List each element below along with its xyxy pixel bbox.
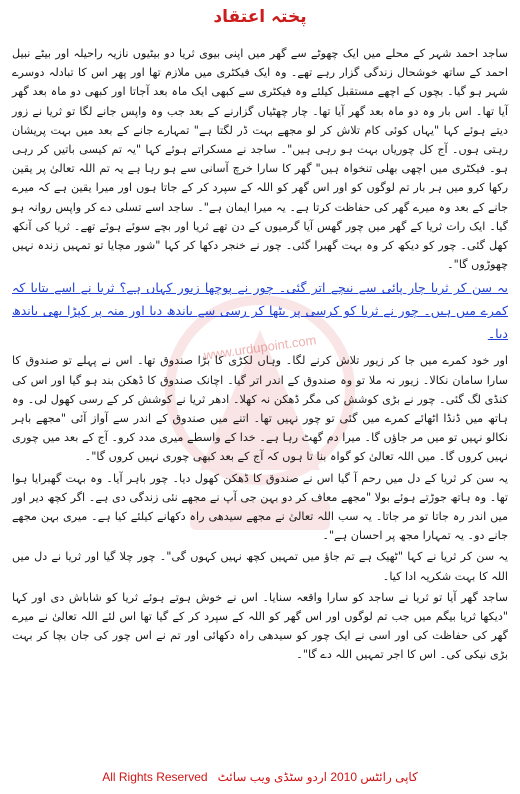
- story-paragraph: یہ سن کر ثریا کے دل میں رحم آ گیا اس نے صندوق کا ڈھکن کھول دیا۔ چور باہر آیا۔ وہ بہت گھبرایا ہوا تھا۔ وہ ہاتھ جوڑتے ہوئے بولا "مجھے معاف کر دو بہن جی آپ نے مجھے نئی زندگی دی ہے۔ اگر کچھ دیر اور میں اندر رہ جاتا تو مر جاتا۔ یہ سب اللہ تعالیٰ نے مجھے سیدھی راہ دکھانے کیلئے کیا ہے۔ میری بہن مجھے جانے دو۔ یہ تمہارا مجھ پر احسان ہے"۔: [12, 471, 508, 543]
- copyright-urdu: کاپی رائٹس 2010 اردو سٹڈی ویب سائٹ: [217, 770, 418, 784]
- story-paragraph: ساجد احمد شہر کے محلے میں ایک چھوٹے سے گھر میں اپنی بیوی ثریا دو بیٹیوں نازیہ راحیلہ اور بیٹے نبیل احمد کے ساتھ خوشحال زندگی گزار رہے تھے۔ وہ ایک فیکٹری میں ملازم تھا اور پھر اس کا تبادلہ دوسرے شہر ہو گیا۔ بچوں کے اچھے مستقبل کیلئے وہ فیکٹری سے کبھی ایک ماہ بعد آجاتا اور کبھی دو ماہ بعد گھر آیا تھا۔ اس بار وہ دو ماہ بعد گھر آیا تھا۔ چار چھٹیاں گزارنے کے بعد جب وہ واپس جانے لگا تو ثریا نے زور دیتے ہوئے کہا "یہاں کوئی کام تلاش کر لو مجھے بہت ڈر لگتا ہے" تمہارے جانے کے بعد میں بہت پریشان رہتی ہوں۔ آج کل چوریاں بہت ہو رہی ہیں"۔ ساجد نے مسکراتے ہوئے کہا "یہ تم کیسی باتیں کر رہی ہو۔ فیکٹری میں اچھی بھلی تنخواہ ہیں" گھر کا سارا خرچ آسانی سے ہو رہا ہے یہ تم اللہ تعالیٰ پر یقین رکھا کرو میں ہر بار تم لوگوں کو اور اس گھر کو اللہ کے سپرد کر کے جاتا ہوں اور میرا یقین ہے کہ میرے جانے کے بعد وہ میرے گھر کی حفاظت کرتا ہے۔ یہ میرا ایمان ہے"۔ ساجد اسے تسلی دے کر واپس روانہ ہو گیا۔ ایک رات ثریا کے گھر میں چور گھس آیا گرمیوں کے دن تھے ثریا اور بچے سوئے ہوئے تھے۔ ثریا کی آنکھ کھل گئی۔ چور کو دیکھ کر وہ بہت گھبرا گئی۔ چور نے خنجر دکھا کر کہا "شور مچایا تو تمہیں زندہ نہیں چھوڑوں گا"۔: [12, 47, 508, 272]
- copyright-rights: All Rights Reserved: [102, 770, 208, 784]
- story-paragraph: یہ سن کر ثریا نے کہا "ٹھیک ہے تم جاؤ میں تمہیں کچھ نہیں کہوں گی"۔ چور چلا گیا اور ثریا نے دل میں اللہ کا بہت شکریہ ادا کیا۔: [12, 550, 508, 583]
- story-title: پختہ اعتقاد: [213, 7, 307, 27]
- watermark-text: www.urdupoint.com: [202, 332, 318, 363]
- story-paragraph: اور خود کمرے میں جا کر زیور تلاش کرنے لگا۔ وہاں لکڑی کا بڑا صندوق تھا۔ اس نے پہلے تو صندوق کا سارا سامان نکالا۔ زیور نہ ملا تو وہ صندوق کے اندر اتر گیا۔ اچانک صندوق کا ڈھکن بند ہو گیا اور اس کی کنڈی لگ گئی۔ چور نے بڑی کوشش کی مگر ڈھکن نہ کھلا۔ ادھر ثریا نے کوشش کر کے رسی کھول لی۔ وہ ہاتھ میں ڈنڈا اٹھائے کمرے میں گئی تو چور نہیں تھا۔ اتنے میں صندوق کے اندر سے آواز آئی "مجھے باہر نکالو نہیں تو میں مر جاؤں گا۔ میرا دم گھٹ رہا ہے۔ خدا کے واسطے میری مدد کرو۔ آج کے بعد میں چوری نہیں کروں گا۔ میں اللہ تعالیٰ کو گواہ بنا تا ہوں کہ آج کے بعد کبھی چوری نہیں کروں گا"۔: [12, 354, 508, 464]
- story-paragraph: ساجد گھر آیا تو ثریا نے ساجد کو سارا واقعہ سنایا۔ اس نے خوش ہوتے ہوئے ثریا کو شاباش دی اور کہا "دیکھا ثریا بیگم میں جب تم لوگوں اور اس گھر کو اللہ کے سپرد کر کے گیا تھا اس لئے اللہ تعالیٰ نے میرے گھر کی حفاظت کی اور اسی نے ایک چور کو سیدھی راہ دکھائی اور تم نے اس چور کی جان بچا کر بہت بڑی نیکی کی۔ اس کا اجر تمہیں اللہ دے گا"۔: [12, 590, 508, 662]
- story-highlight-paragraph: یہ سن کر ثریا چار پائی سے نیچے اتر گئی۔ چور نے پوچھا زیور کہاں ہے؟ ثریا نے اسے بتایا کہ کمرے میں ہیں۔ چور نے ثریا کو کرسی پر بٹھا کر رسی سے باندھ دیا اور منہ پر کپڑا بھی باندھ دیا۔: [12, 280, 508, 342]
- story-body: [12, 44, 508, 667]
- copyright-footer: [0, 770, 520, 784]
